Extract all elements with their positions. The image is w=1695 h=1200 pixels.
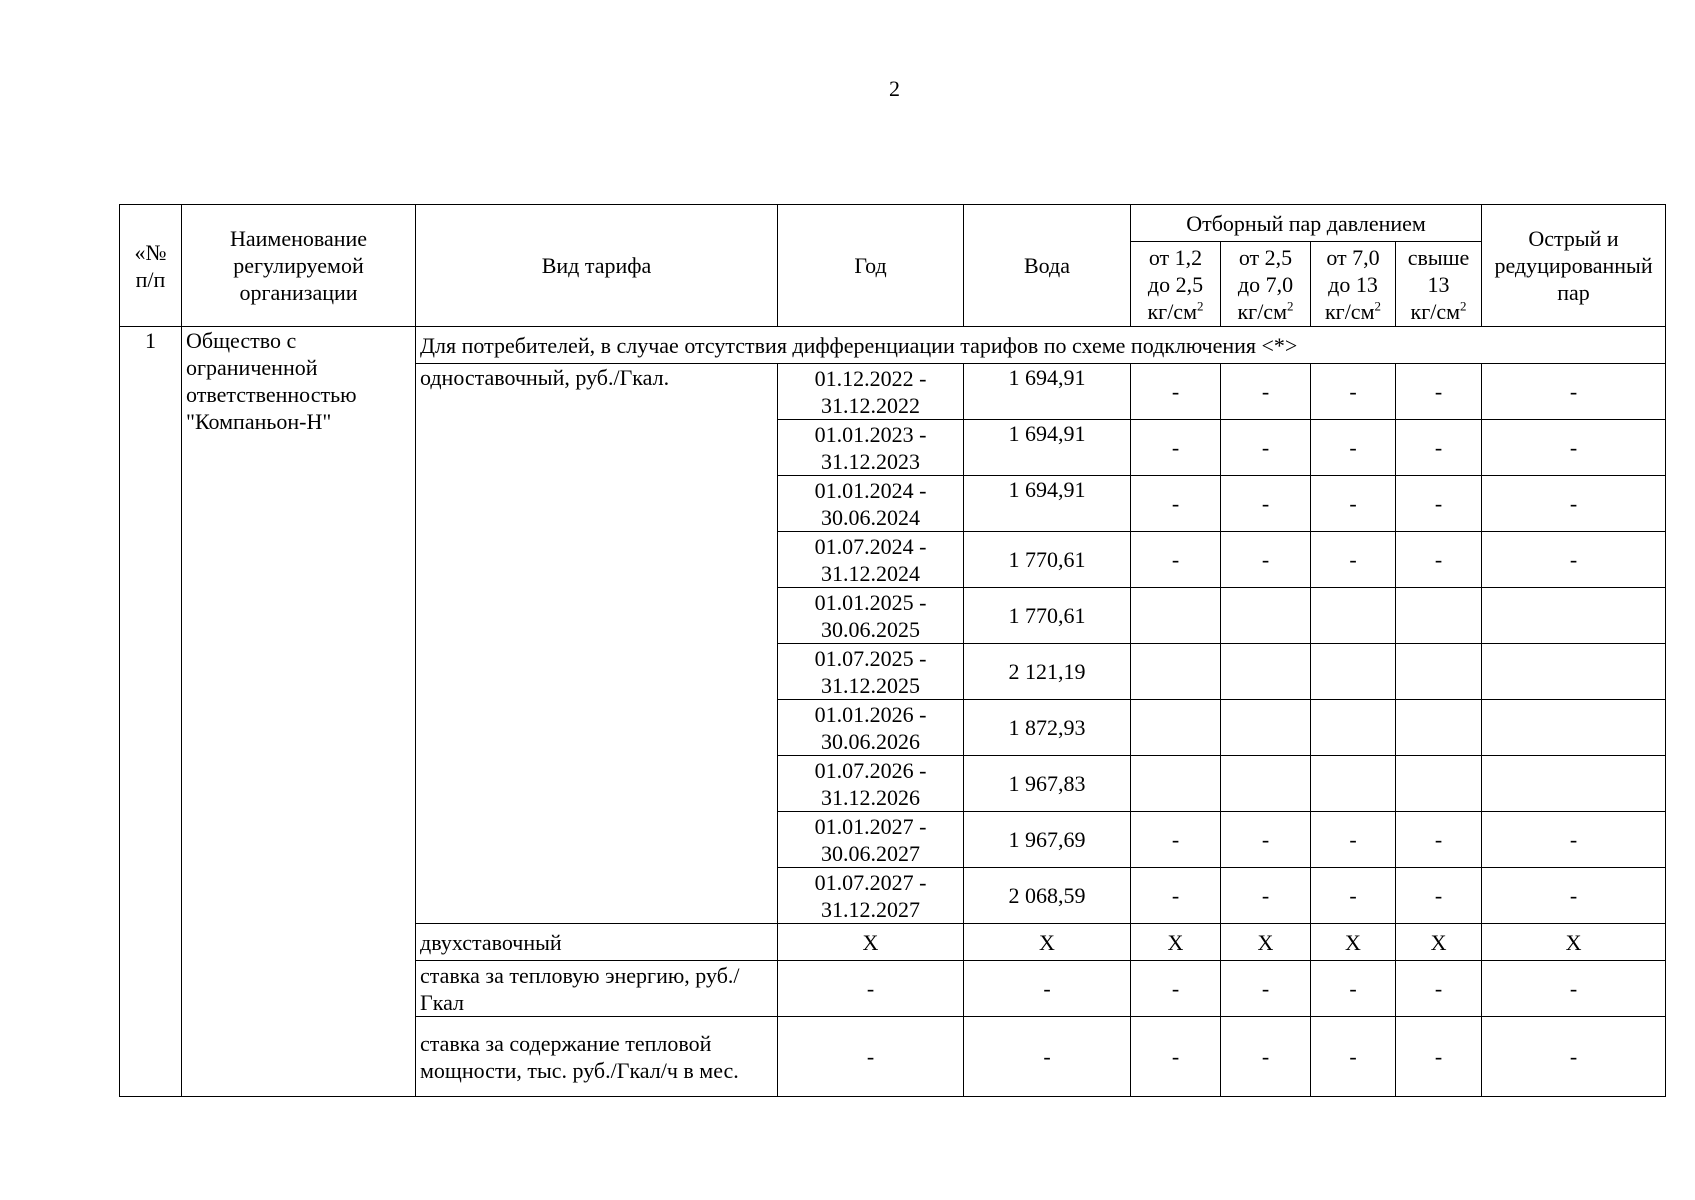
period-end: 31.12.2023 <box>821 448 920 474</box>
steam-value: - <box>1396 532 1482 588</box>
period-dates <box>778 364 964 420</box>
header-num: «№ п/п <box>120 205 182 327</box>
capacity-rate-row-value: - <box>1482 1017 1666 1097</box>
period-start: 01.07.2025 - <box>814 645 927 671</box>
period-end: 31.12.2024 <box>821 560 920 586</box>
steam-value: - <box>1396 868 1482 924</box>
capacity-rate-row-value: - <box>1396 1017 1482 1097</box>
steam-col-4-line1: свыше <box>1407 244 1470 270</box>
water-value: 1 694,91 <box>964 420 1131 476</box>
period-end: 30.06.2026 <box>821 728 920 754</box>
steam-value <box>1311 756 1396 812</box>
period-start: 01.07.2026 - <box>814 757 927 783</box>
unit-text: кг/см <box>1324 298 1375 324</box>
steam-value: - <box>1221 364 1311 420</box>
unit-exponent: 2 <box>1287 298 1294 314</box>
water-value: 2 121,19 <box>964 644 1131 700</box>
sharp-steam-value <box>1482 644 1666 700</box>
steam-col-2-line1: от 2,5 <box>1238 244 1293 270</box>
steam-value <box>1396 644 1482 700</box>
period-dates <box>778 868 964 924</box>
two-rate-row-value: X <box>1311 924 1396 961</box>
two-rate-row-value: X <box>1221 924 1311 961</box>
steam-value: - <box>1221 420 1311 476</box>
two-rate-row-value: X <box>964 924 1131 961</box>
steam-value: - <box>1396 812 1482 868</box>
steam-value: - <box>1131 476 1221 532</box>
steam-value <box>1131 756 1221 812</box>
energy-rate-row-value: - <box>1311 961 1396 1017</box>
steam-col-2-line2: до 7,0 <box>1237 271 1294 297</box>
period-start: 01.01.2025 - <box>814 589 927 615</box>
header-row-1 <box>120 205 1666 242</box>
page-number: 2 <box>889 76 900 101</box>
two-rate-row-value: X <box>1396 924 1482 961</box>
steam-col-1-line1: от 1,2 <box>1148 244 1203 270</box>
period-start: 01.01.2023 - <box>814 421 927 447</box>
period-start: 01.01.2027 - <box>814 813 927 839</box>
steam-col-2-unit <box>1225 298 1306 325</box>
steam-value <box>1311 700 1396 756</box>
water-value: 1 967,69 <box>964 812 1131 868</box>
steam-value <box>1221 756 1311 812</box>
steam-value: - <box>1221 532 1311 588</box>
period-end: 31.12.2022 <box>821 392 920 418</box>
single-rate-label: одноставочный, руб./Гкал. <box>416 364 778 924</box>
steam-value <box>1131 700 1221 756</box>
steam-value <box>1131 644 1221 700</box>
capacity-rate-row-value: - <box>1131 1017 1221 1097</box>
water-value: 1 770,61 <box>964 588 1131 644</box>
sharp-steam-value <box>1482 756 1666 812</box>
steam-value <box>1131 588 1221 644</box>
steam-value: - <box>1131 364 1221 420</box>
water-value: 1 694,91 <box>964 476 1131 532</box>
period-start: 01.07.2024 - <box>814 533 927 559</box>
header-sharp-steam: Острый и редуцированный пар <box>1482 205 1666 327</box>
period-dates <box>778 532 964 588</box>
steam-value: - <box>1311 532 1396 588</box>
capacity-rate-row-label: ставка за содержание тепловой мощности, тыс. руб./Гкал/ч в мес. <box>416 1017 778 1097</box>
steam-value <box>1311 588 1396 644</box>
period-end: 30.06.2025 <box>821 616 920 642</box>
steam-value <box>1221 644 1311 700</box>
steam-col-1-unit <box>1135 298 1216 325</box>
steam-col-4-unit <box>1400 298 1477 325</box>
capacity-rate-row-value: - <box>1221 1017 1311 1097</box>
energy-rate-row-value: - <box>1131 961 1221 1017</box>
capacity-rate-row-value: - <box>1311 1017 1396 1097</box>
steam-col-1-line2: до 2,5 <box>1147 271 1204 297</box>
consumer-subheader: Для потребителей, в случае отсутствия дифференциации тарифов по схеме подключения <*> <box>416 327 1666 364</box>
org-name: Общество с ограниченной ответственностью "Компаньон-Н" <box>182 327 416 1097</box>
energy-rate-row-value: - <box>1396 961 1482 1017</box>
water-value: 1 967,83 <box>964 756 1131 812</box>
row-num: 1 <box>120 327 182 1097</box>
period-start: 01.01.2024 - <box>814 477 927 503</box>
steam-value: - <box>1131 812 1221 868</box>
sharp-steam-value: - <box>1482 476 1666 532</box>
unit-exponent: 2 <box>1197 298 1204 314</box>
energy-rate-row-value: - <box>1221 961 1311 1017</box>
water-value: 1 694,91 <box>964 364 1131 420</box>
capacity-rate-row-value: - <box>778 1017 964 1097</box>
period-end: 31.12.2026 <box>821 784 920 810</box>
header-year: Год <box>778 205 964 327</box>
header-steam-col-4 <box>1396 242 1482 327</box>
unit-exponent: 2 <box>1460 298 1467 314</box>
sharp-steam-value: - <box>1482 868 1666 924</box>
header-water: Вода <box>964 205 1131 327</box>
steam-value: - <box>1131 532 1221 588</box>
tariff-table <box>119 204 1666 1097</box>
period-end: 31.12.2027 <box>821 896 920 922</box>
steam-col-3-line1: от 7,0 <box>1326 244 1380 270</box>
period-dates <box>778 420 964 476</box>
capacity-rate-row-value: - <box>964 1017 1131 1097</box>
steam-value: - <box>1311 476 1396 532</box>
header-org: Наименование регулируемой организации <box>182 205 416 327</box>
two-rate-row-label: двухставочный <box>416 924 778 961</box>
sharp-steam-value <box>1482 700 1666 756</box>
period-dates <box>778 756 964 812</box>
energy-rate-row-label: ставка за тепловую энергию, руб./Гкал <box>416 961 778 1017</box>
period-end: 30.06.2024 <box>821 504 920 530</box>
period-start: 01.12.2022 - <box>814 365 927 391</box>
period-dates <box>778 644 964 700</box>
steam-value: - <box>1311 868 1396 924</box>
period-dates <box>778 588 964 644</box>
water-value: 2 068,59 <box>964 868 1131 924</box>
energy-rate-row-value: - <box>1482 961 1666 1017</box>
steam-col-3-unit <box>1315 298 1391 325</box>
steam-value <box>1311 644 1396 700</box>
water-value: 1 872,93 <box>964 700 1131 756</box>
steam-value: - <box>1221 868 1311 924</box>
steam-value <box>1221 588 1311 644</box>
two-rate-row-value: X <box>1482 924 1666 961</box>
header-steam-group: Отборный пар давлением <box>1131 205 1482 242</box>
steam-value: - <box>1311 364 1396 420</box>
steam-value <box>1221 700 1311 756</box>
steam-value: - <box>1221 812 1311 868</box>
steam-value: - <box>1396 364 1482 420</box>
unit-text: кг/см <box>1147 298 1197 324</box>
steam-col-4-line2: 13 <box>1427 271 1450 297</box>
period-end: 31.12.2025 <box>821 672 920 698</box>
period-dates <box>778 812 964 868</box>
steam-value <box>1396 756 1482 812</box>
steam-value <box>1396 588 1482 644</box>
energy-rate-row-value: - <box>964 961 1131 1017</box>
steam-value: - <box>1396 420 1482 476</box>
header-steam-col-2 <box>1221 242 1311 327</box>
sharp-steam-value <box>1482 588 1666 644</box>
steam-value: - <box>1396 476 1482 532</box>
two-rate-row-value: X <box>1131 924 1221 961</box>
period-start: 01.07.2027 - <box>814 869 927 895</box>
water-value: 1 770,61 <box>964 532 1131 588</box>
sharp-steam-value: - <box>1482 420 1666 476</box>
header-steam-col-3 <box>1311 242 1396 327</box>
unit-exponent: 2 <box>1374 298 1381 314</box>
period-end: 30.06.2027 <box>821 840 920 866</box>
steam-col-3-line2: до 13 <box>1328 271 1378 297</box>
steam-value: - <box>1311 420 1396 476</box>
unit-text: кг/см <box>1410 298 1461 324</box>
period-start: 01.01.2026 - <box>814 701 927 727</box>
steam-value: - <box>1311 812 1396 868</box>
steam-value <box>1396 700 1482 756</box>
header-tariff-type: Вид тарифа <box>416 205 778 327</box>
steam-value: - <box>1131 420 1221 476</box>
steam-value: - <box>1131 868 1221 924</box>
unit-text: кг/см <box>1237 298 1287 324</box>
tariff-table-body <box>120 327 1666 1097</box>
steam-value: - <box>1221 476 1311 532</box>
header-steam-col-1 <box>1131 242 1221 327</box>
sharp-steam-value: - <box>1482 364 1666 420</box>
sharp-steam-value: - <box>1482 532 1666 588</box>
period-dates <box>778 476 964 532</box>
energy-rate-row-value: - <box>778 961 964 1017</box>
period-dates <box>778 700 964 756</box>
subheader-row <box>120 327 1666 364</box>
sharp-steam-value: - <box>1482 812 1666 868</box>
two-rate-row-value: X <box>778 924 964 961</box>
